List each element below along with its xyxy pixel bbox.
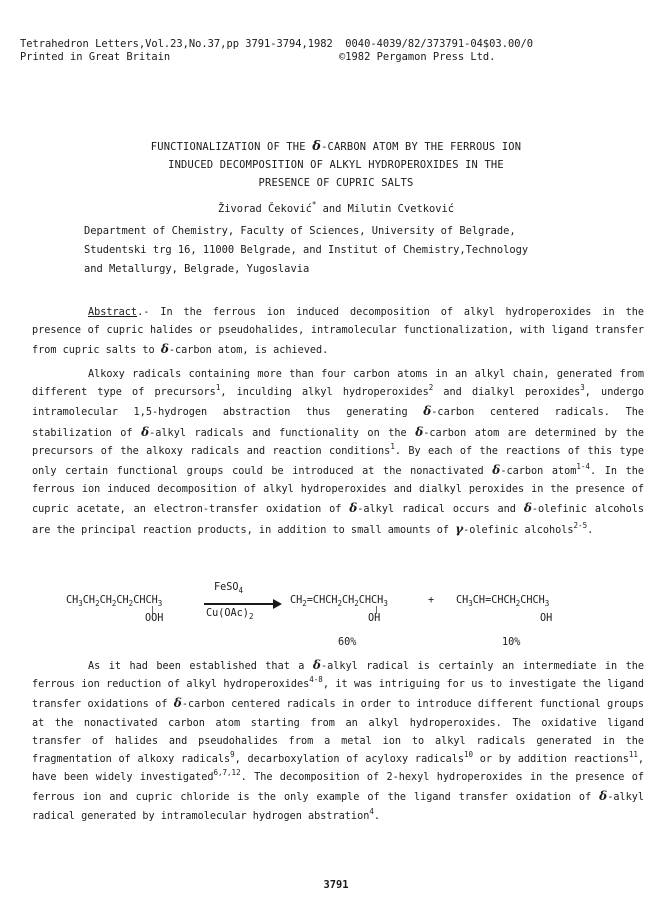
delta-symbol: δ [312, 139, 322, 154]
reference-marker: 9 [230, 750, 235, 760]
affiliation [84, 222, 528, 279]
reaction-arrowhead [273, 599, 282, 609]
paragraph-text: . The decomposition of 2-hexyl hydroperoxides in the presence of ferrous ion and cupric chloride is the only example of the ligand transfer oxidation of [32, 772, 644, 804]
delta-symbol: δ [173, 696, 182, 711]
abstract [32, 304, 644, 361]
paragraph-text: . In the ferrous ion induced decomposition of alkyl hydroperoxides and dialkyl peroxides in the presence of cupric acetate, an electron-transfer oxidation of [32, 466, 644, 516]
reaction-arrow [204, 603, 276, 605]
product-2-formula: $CH_3CH=CHCH_2CHCH_3$ [456, 595, 550, 608]
paragraph-text: . By each of the reactions of this type only certain functional groups could be introduced at the nonactivated [32, 445, 645, 478]
paragraph-text: , decarboxylation of acyloxy radicals [234, 754, 465, 766]
paragraph-text: -carbon atom are determined by the precursors of the alkoxy radicals and reaction conditions [32, 427, 644, 457]
article-title [0, 138, 672, 192]
corresponding-author-mark: * [311, 200, 317, 209]
affiliation-line: Department of Chemistry, Faculty of Sciences, University of Belgrade, [84, 225, 516, 237]
delta-symbol: δ [599, 789, 608, 804]
reference-marker: 3 [580, 383, 585, 393]
paragraph-text: -olefinic alcohols [463, 524, 574, 536]
delta-symbol: δ [349, 501, 358, 516]
paragraph-text: -carbon centered radicals in order to introduce different functional groups at the nonactivated carbon atom starting from an alkyl hydroperoxides. The oxidative ligand transfer of halides and pseudohalides from a metal ion to alkyl radicals generated in the fragmentation of alkoxy radicals [32, 699, 644, 766]
paragraph-text: -alkyl radical occurs and [357, 504, 524, 516]
reference-marker: 11 [628, 750, 638, 760]
reference-marker: 4 [369, 806, 374, 816]
reference-marker: 1 [215, 383, 221, 393]
bond-line: | [150, 605, 155, 614]
body-paragraph-2 [32, 656, 644, 826]
journal-header [20, 38, 533, 64]
title-text: -CARBON ATOM BY THE FERROUS ION [321, 141, 522, 153]
gamma-symbol: γ [455, 521, 464, 536]
paragraph-text: and dialkyl peroxides [433, 387, 581, 399]
abstract-text: -carbon atom, is achieved. [168, 345, 329, 357]
reactant-substituent: OOH [145, 613, 164, 624]
reference-marker: 1-4 [576, 462, 590, 472]
delta-symbol: δ [415, 424, 424, 439]
reference-marker: 2-5 [573, 520, 588, 530]
title-line-3: PRESENCE OF CUPRIC SALTS [258, 177, 414, 189]
affiliation-line: Studentski trg 16, 11000 Belgrade, and Institut of Chemistry,Technology [84, 244, 529, 256]
reagent-bottom: $Cu(OAc)_2$ [206, 608, 254, 621]
paragraph-text: , it was intriguing for us to investigate the ligand transfer oxidations of [32, 679, 644, 711]
paragraph-text: -carbon centered radicals. The stabilization of [32, 407, 644, 439]
plus-sign: + [428, 595, 435, 606]
abstract-label: Abstract [88, 307, 138, 318]
abstract-text: In the ferrous ion induced decomposition of alkyl hydroperoxides in the presence of cupric halides or pseudohalides, intramolecular functionalization, with ligand transfer from cupric salts to [32, 307, 644, 357]
yield-product-2: 10% [502, 637, 521, 648]
paragraph-text: -alkyl radical generated by intramolecular hydrogen abstration [32, 792, 644, 822]
reference-marker: 10 [464, 750, 474, 760]
paragraph-text: -alkyl radicals and functionality on the [149, 427, 416, 439]
paragraph-text: -carbon atom [500, 466, 577, 478]
reagent-top: FeSO$_4$ [214, 582, 244, 595]
paragraph-text: -alkyl radical is certainly an intermediate in the ferrous ion reduction of alkyl hydroperoxides [32, 661, 644, 691]
affiliation-line: and Metallurgy, Belgrade, Yugoslavia [84, 263, 310, 275]
reactant-formula: $CH_3CH_2CH_2CH_2CHCH_3$ [66, 595, 163, 608]
body-paragraph-1 [32, 366, 644, 540]
product-1-substituent: OH [368, 613, 381, 624]
delta-symbol: δ [141, 424, 150, 439]
product-2-substituent: OH [540, 613, 553, 624]
product-1-formula: $CH_2=CHCH_2CH_2CHCH_3$ [290, 595, 388, 608]
paragraph-text: , undergo intramolecular 1,5-hydrogen abstraction thus generating [32, 387, 644, 419]
paragraph-text: -olefinic alcohols are the principal reaction products, in addition to small amounts of [32, 504, 644, 536]
bond-line: | [374, 605, 379, 614]
title-text: FUNCTIONALIZATION OF THE [150, 141, 313, 153]
paragraph-text: , inculding alkyl hydroperoxides [220, 387, 429, 399]
delta-symbol: δ [423, 404, 432, 419]
author-list [0, 200, 672, 215]
reference-marker: 4-8 [309, 675, 323, 685]
paragraph-text: As it had been established that a [88, 661, 313, 672]
delta-symbol: δ [160, 342, 169, 357]
delta-symbol: δ [492, 463, 501, 478]
author-2: and Milutin Cvetković [316, 203, 454, 215]
reference-marker: 2 [428, 383, 434, 393]
abstract-separator: .- [137, 307, 150, 318]
delta-symbol: δ [523, 501, 532, 516]
paragraph-text: . [373, 810, 380, 822]
title-line-1 [0, 138, 672, 156]
title-line-2: INDUCED DECOMPOSITION OF ALKYL HYDROPEROXIDES IN THE [168, 159, 504, 171]
paragraph-text: or by addition reactions [473, 754, 629, 766]
author-1: Živorad Čeković [218, 203, 312, 215]
paragraph-text: . [587, 524, 594, 536]
reference-marker: 1 [390, 441, 395, 451]
paragraph-text: , have been widely investigated [32, 754, 644, 784]
header-citation-line: Tetrahedron Letters,Vol.23,No.37,pp 3791-3794,1982 0040-4039/82/373791-04$03.00/0 [20, 38, 533, 50]
reference-marker: 6,7,12 [213, 768, 241, 778]
page-number: 3791 [323, 879, 349, 891]
header-publisher-line: Printed in Great Britain ©1982 Pergamon Press Ltd. [20, 51, 496, 63]
yield-product-1: 60% [338, 637, 357, 648]
delta-symbol: δ [312, 658, 321, 672]
paragraph-text: Alkoxy radicals containing more than four carbon atoms in an alkyl chain, generated from different type of precursors [32, 369, 644, 399]
reaction-scheme [0, 580, 672, 650]
